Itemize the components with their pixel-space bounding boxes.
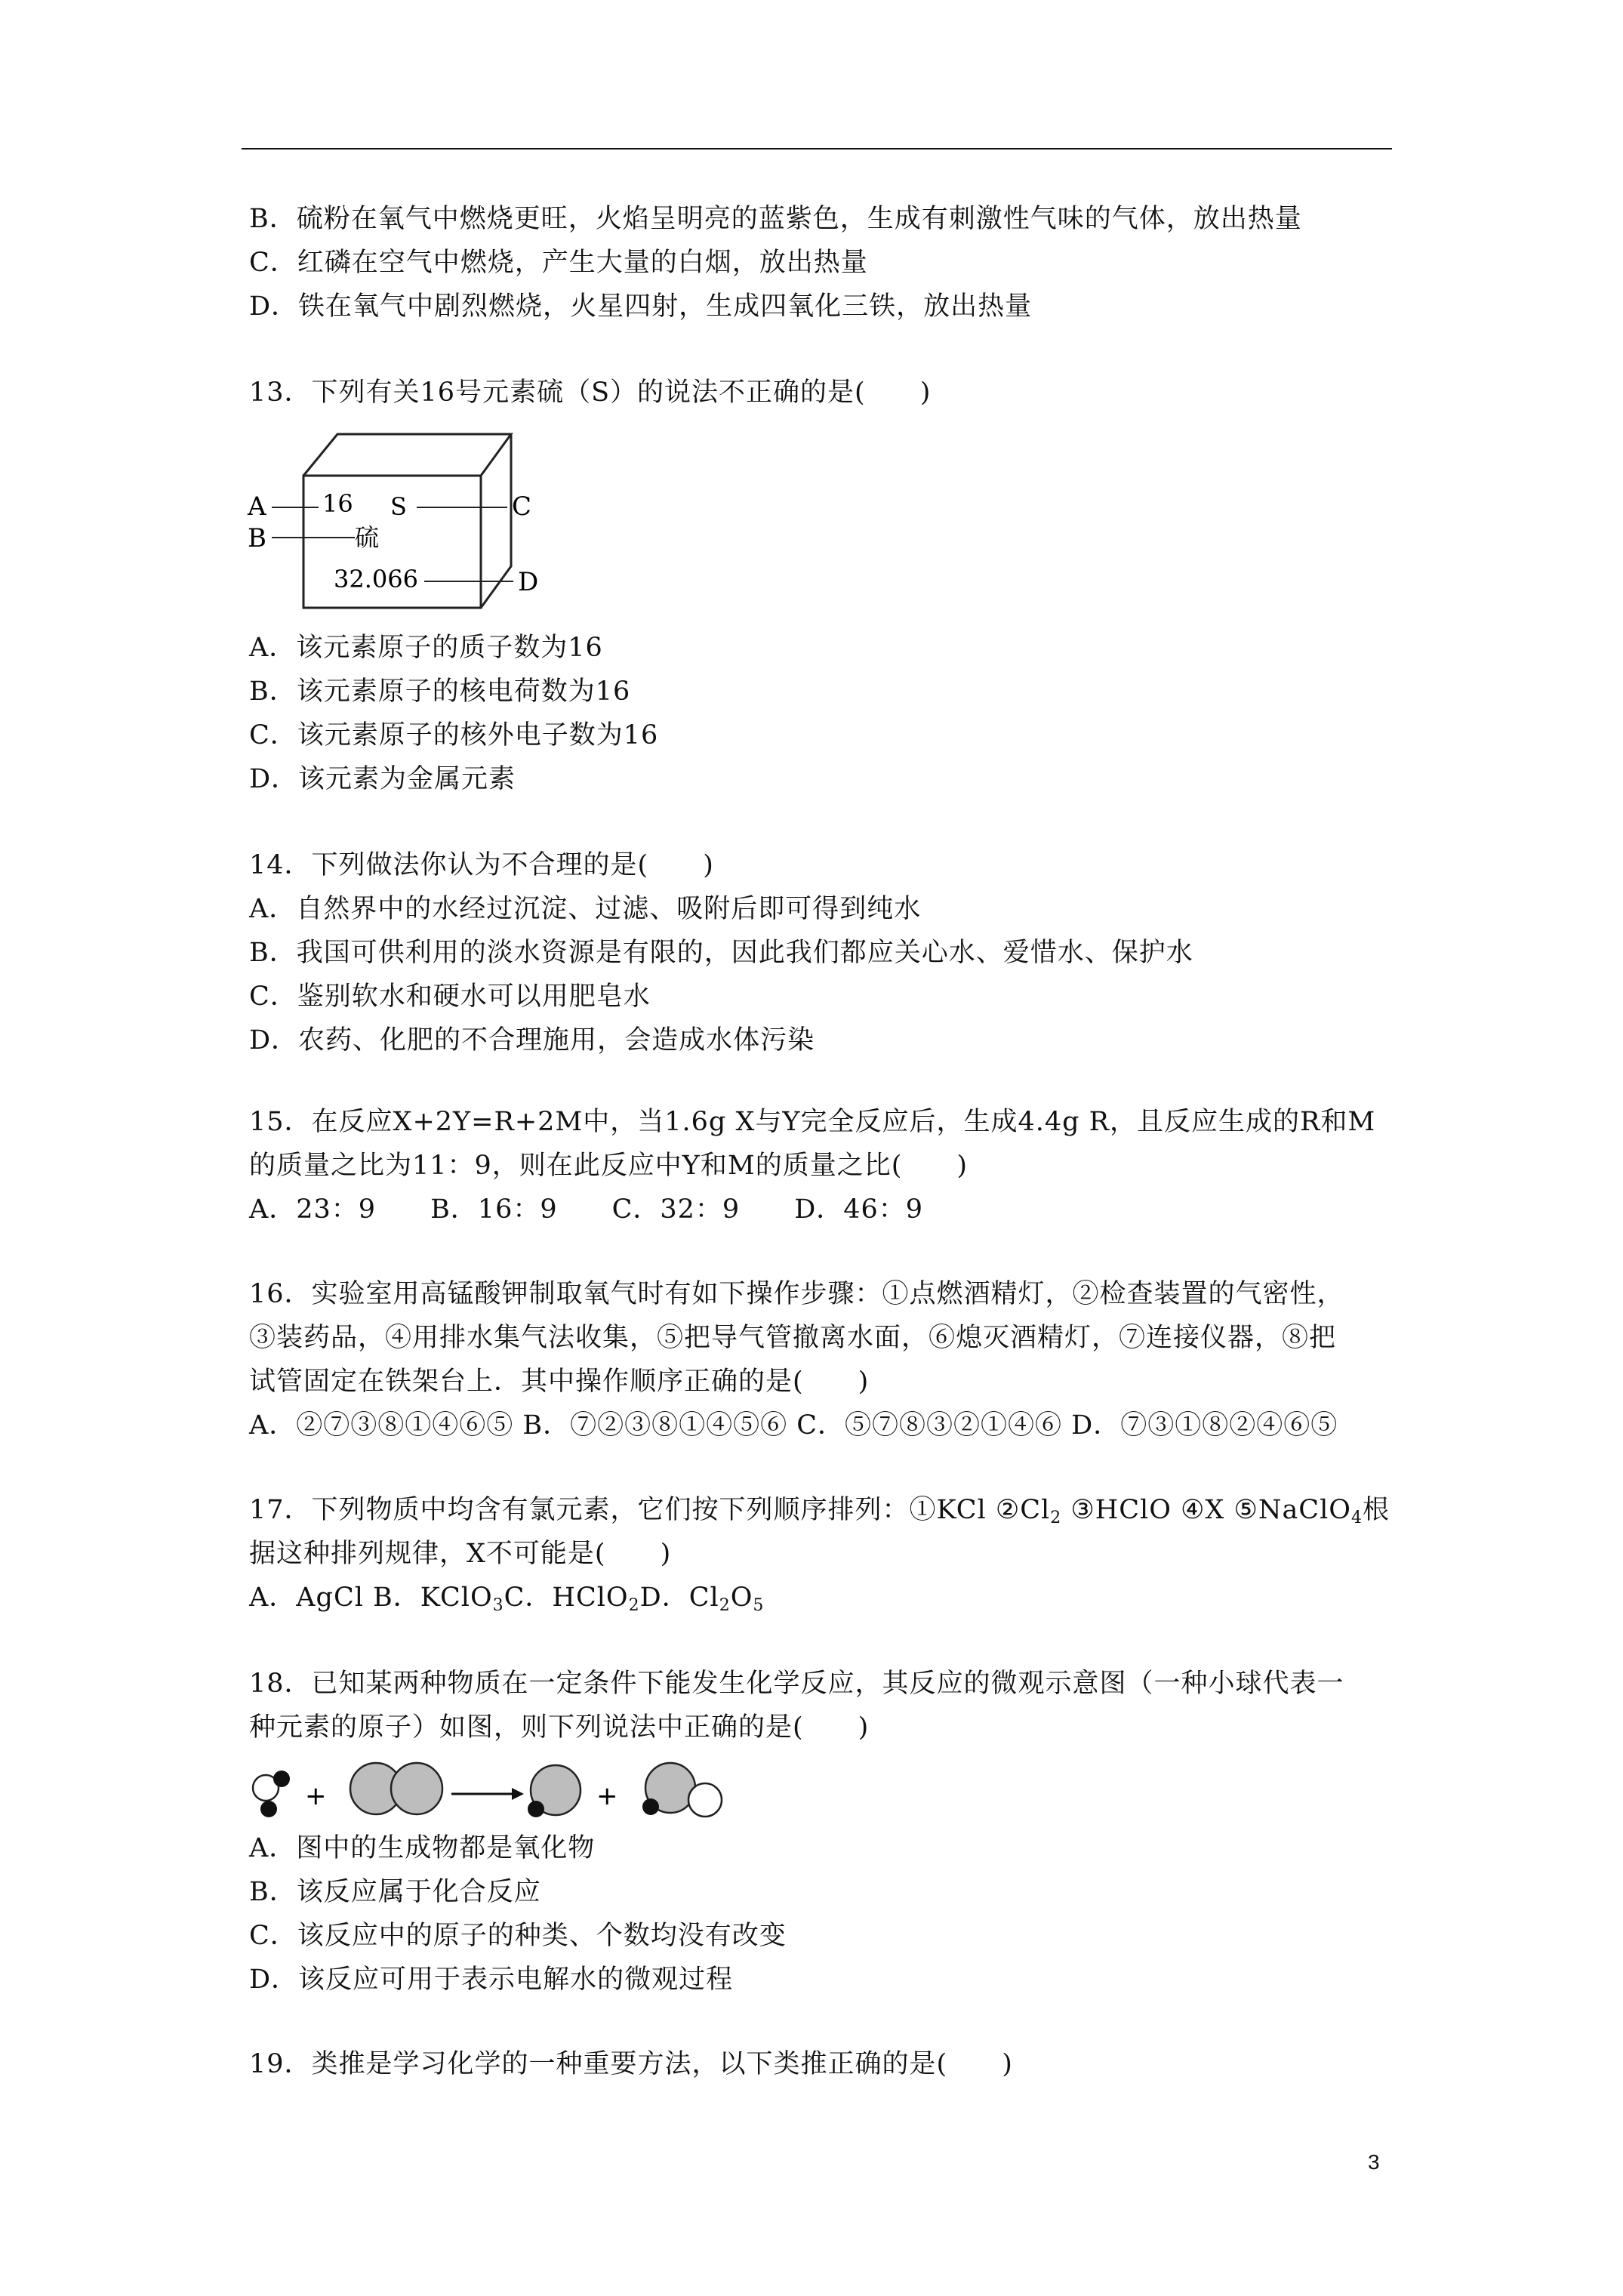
q15-line-2: 的质量之比为11：9，则在此反应中Y和M的质量之比( ) — [249, 1151, 969, 1181]
element-mass: 32.066 — [334, 565, 418, 593]
pointer-label-a: A — [248, 492, 266, 522]
q16-line-1: 16．实验室用高锰酸钾制取氧气时有如下操作步骤：①点燃酒精灯，②检查装置的气密性， — [249, 1279, 1344, 1309]
q14-option-d: D．农药、化肥的不合理施用，会造成水体污染 — [249, 1025, 815, 1056]
q13-option-c: C．该元素原子的核外电子数为16 — [249, 720, 659, 750]
element-name: 硫 — [355, 523, 380, 552]
q18-option-d: D．该反应可用于表示电解水的微观过程 — [249, 1965, 734, 1995]
q15-line-1: 15．在反应X+2Y=R+2M中，当1.6g X与Y完全反应后，生成4.4g R，且反应生成的R和M — [249, 1107, 1376, 1137]
q14-option-b: B．我国可供利用的淡水资源是有限的，因此我们都应关心水、爱惜水、保护水 — [249, 938, 1193, 968]
page-number: 3 — [1368, 2150, 1380, 2174]
pointer-label-d: D — [518, 567, 539, 597]
reactant1-black-atom-1 — [273, 1771, 290, 1787]
q18-option-c: C．该反应中的原子的种类、个数均没有改变 — [249, 1921, 787, 1951]
element-cell-figure — [243, 430, 575, 612]
product1-black-atom — [528, 1801, 544, 1817]
q12-option-c: C．红磷在空气中燃烧，产生大量的白烟，放出热量 — [249, 248, 868, 278]
product2-black-atom — [642, 1798, 659, 1815]
reaction-arrow-head — [512, 1788, 524, 1800]
cube-top-face — [303, 434, 511, 476]
q13-stem: 13．下列有关16号元素硫（S）的说法不正确的是( ) — [249, 378, 932, 408]
reactant1-black-atom-2 — [260, 1801, 277, 1817]
q14-option-c: C．鉴别软水和硬水可以用肥皂水 — [249, 982, 651, 1012]
element-symbol: S — [390, 492, 407, 521]
q17-line-1: 17．下列物质中均含有氯元素，它们按下列顺序排列：①KCl $②Cl_2$ ③HClO ④X ⑤NaClO$_4$根 — [249, 1495, 1390, 1527]
q18-line-2: 种元素的原子）如图，则下列说法中正确的是( ) — [249, 1712, 870, 1743]
q14-option-a: A．自然界中的水经过沉淀、过滤、吸附后即可得到纯水 — [249, 894, 922, 924]
reaction-diagram — [246, 1756, 759, 1832]
element-number: 16 — [322, 489, 353, 518]
pointer-label-b: B — [248, 523, 266, 553]
q12-option-d: D．铁在氧气中剧烈燃烧，火星四射，生成四氧化三铁，放出热量 — [249, 291, 1033, 322]
q18-line-1: 18．已知某两种物质在一定条件下能发生化学反应，其反应的微观示意图（一种小球代表一 — [249, 1669, 1344, 1699]
product2-white-atom — [688, 1783, 722, 1817]
q16-line-3: 试管固定在铁架台上．其中操作顺序正确的是( ) — [249, 1367, 870, 1397]
q12-option-b: B．硫粉在氧气中燃烧更旺，火焰呈明亮的蓝紫色，生成有刺激性气味的气体，放出热量 — [249, 204, 1302, 234]
header-rule — [242, 148, 1392, 149]
q18-option-b: B．该反应属于化合反应 — [249, 1877, 541, 1907]
reactant2-gray-atom-2 — [391, 1763, 442, 1814]
q16-line-2: ③装药品，④用排水集气法收集，⑤把导气管撤离水面，⑥熄灭酒精灯，⑦连接仪器，⑧把 — [249, 1323, 1337, 1353]
q18-option-a: A．图中的生成物都是氧化物 — [249, 1833, 596, 1863]
pointer-label-c: C — [512, 492, 532, 522]
q15-options: A．23：9 B．16：9 C．32：9 D．46：9 — [249, 1194, 924, 1225]
q17-line-2: 据这种排列规律，X不可能是( ) — [249, 1539, 672, 1569]
q16-options: A．②⑦③⑧①④⑥⑤ B．⑦②③⑧①④⑤⑥ C．⑤⑦⑧③②①④⑥ D．⑦③①⑧②④⑥⑤ — [249, 1410, 1338, 1441]
q17-options: A．AgCl B．KClO$_3$C．HClO$_2$D．$Cl_2O_5$ — [249, 1583, 765, 1615]
q14-stem: 14．下列做法你认为不合理的是( ) — [249, 850, 714, 880]
q13-option-a: A．该元素原子的质子数为16 — [249, 633, 603, 663]
plus-sign-2: + — [596, 1781, 618, 1811]
q13-option-d: D．该元素为金属元素 — [249, 764, 516, 794]
plus-sign-1: + — [305, 1781, 327, 1811]
q19-stem: 19．类推是学习化学的一种重要方法，以下类推正确的是( ) — [249, 2049, 1013, 2079]
q13-option-b: B．该元素原子的核电荷数为16 — [249, 676, 631, 707]
